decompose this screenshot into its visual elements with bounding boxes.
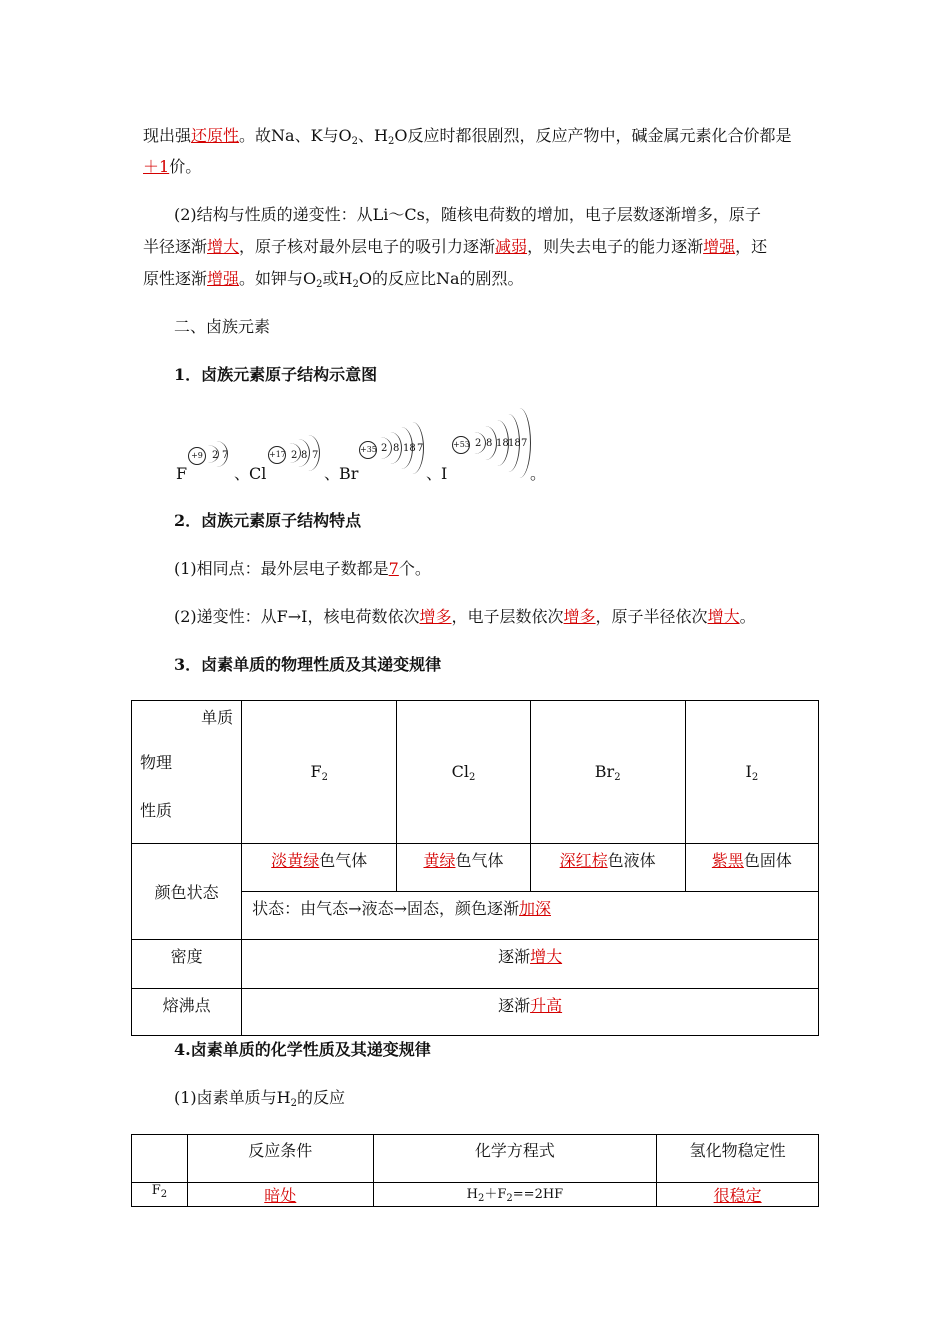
shell-count: 8: [486, 438, 493, 449]
heading-1: 1．卤族元素原子结构示意图: [174, 365, 378, 384]
shell-count: 8: [393, 443, 400, 454]
atom-symbol: F: [176, 464, 188, 483]
col-header-br2: $Br_2$: [530, 701, 685, 844]
shell-count: 2: [291, 450, 298, 461]
separator: 、: [324, 464, 341, 483]
atom-symbol: Br: [339, 464, 359, 483]
color-br2: 深红棕色液体: [530, 844, 685, 892]
mp-trend: 逐渐升高: [242, 989, 819, 1036]
shell-count: 2: [475, 438, 482, 449]
shell-count: 8: [301, 450, 308, 461]
color-cl2: 黄绿色气体: [397, 844, 530, 892]
row-label-color: 颜色状态: [132, 844, 242, 940]
separator: 、: [426, 464, 443, 483]
t2-equation: $H_2+F_2==2HF$: [373, 1183, 657, 1207]
para2-line2: 半径逐渐增大，原子核对最外层电子的吸引力逐渐减弱，则失去电子的能力逐渐增强，还: [143, 237, 768, 256]
heading-4: 4.卤素单质的化学性质及其递变规律: [174, 1040, 431, 1059]
heading-2: 2．卤族元素原子结构特点: [174, 511, 362, 530]
nucleus: +17: [268, 446, 286, 464]
answer-reducing: 还原性: [191, 126, 240, 145]
period: 。: [530, 464, 547, 483]
t2-row-label: $F_2$: [132, 1183, 188, 1207]
nucleus: +9: [188, 447, 206, 465]
heading-4-1: (1)卤素单质与$H_2$的反应: [174, 1088, 346, 1109]
t2-header-condition: 反应条件: [187, 1135, 373, 1183]
physical-properties-table: [131, 700, 819, 1036]
density-trend: 逐渐增大: [242, 940, 819, 989]
para2-line3: 原性逐渐增强。如钾与$O_2$或$H_2O$的反应比Na的剧烈。: [143, 269, 524, 290]
shell-count: 18: [496, 438, 509, 449]
t2-header-blank: [132, 1135, 188, 1183]
t2-stability: 很稳定: [657, 1183, 819, 1207]
row-label-density: 密度: [132, 940, 242, 989]
shell-count: 7: [521, 438, 528, 449]
shell-count: 7: [222, 450, 229, 461]
nucleus: +53: [452, 436, 470, 454]
separator: 、: [234, 464, 251, 483]
para2-line1: (2)结构与性质的递变性：从Li～Cs，随核电荷数的增加，电子层数逐渐增多，原子: [174, 205, 761, 224]
col-header-f2: $F_2$: [242, 701, 397, 844]
shell-count: 18: [403, 443, 416, 454]
para1-line2: ＋1价。: [143, 157, 202, 176]
state-trend: 状态：由气态→液态→固态，颜色逐渐加深: [242, 892, 819, 940]
t2-condition: 暗处: [187, 1183, 373, 1207]
color-f2: 淡黄绿色气体: [242, 844, 397, 892]
answer-valence: ＋1: [143, 157, 170, 176]
nucleus: +35: [359, 441, 377, 459]
color-i2: 紫黑色固体: [685, 844, 818, 892]
atom-symbol: I: [441, 464, 448, 483]
row-label-mp: 熔沸点: [132, 989, 242, 1036]
para1-line1: 现出强还原性。故Na、K与$O_2$、$H_2O$反应时都很剧烈，反应产物中，碱金属元素化合价都是: [143, 126, 792, 147]
atom-symbol: Cl: [249, 464, 267, 483]
corner-cell: 单质 物理 性质: [132, 701, 242, 844]
t2-header-stability: 氢化物稳定性: [657, 1135, 819, 1183]
trend-point: (2)递变性：从F→I，核电荷数依次增多，电子层数依次增多，原子半径依次增大。: [174, 607, 756, 626]
shell-count: 2: [381, 443, 388, 454]
shell-count: 7: [417, 443, 424, 454]
col-header-cl2: $Cl_2$: [397, 701, 530, 844]
t2-header-equation: 化学方程式: [373, 1135, 657, 1183]
shell-count: 2: [212, 450, 219, 461]
heading-3: 3．卤素单质的物理性质及其递变规律: [174, 655, 442, 674]
hydrogen-reaction-table: [131, 1134, 819, 1207]
shell-count: 18: [508, 438, 521, 449]
section-heading: 二、卤族元素: [174, 317, 271, 336]
col-header-i2: $I_2$: [685, 701, 818, 844]
same-point: (1)相同点：最外层电子数都是7个。: [174, 559, 431, 578]
shell-count: 7: [312, 450, 319, 461]
